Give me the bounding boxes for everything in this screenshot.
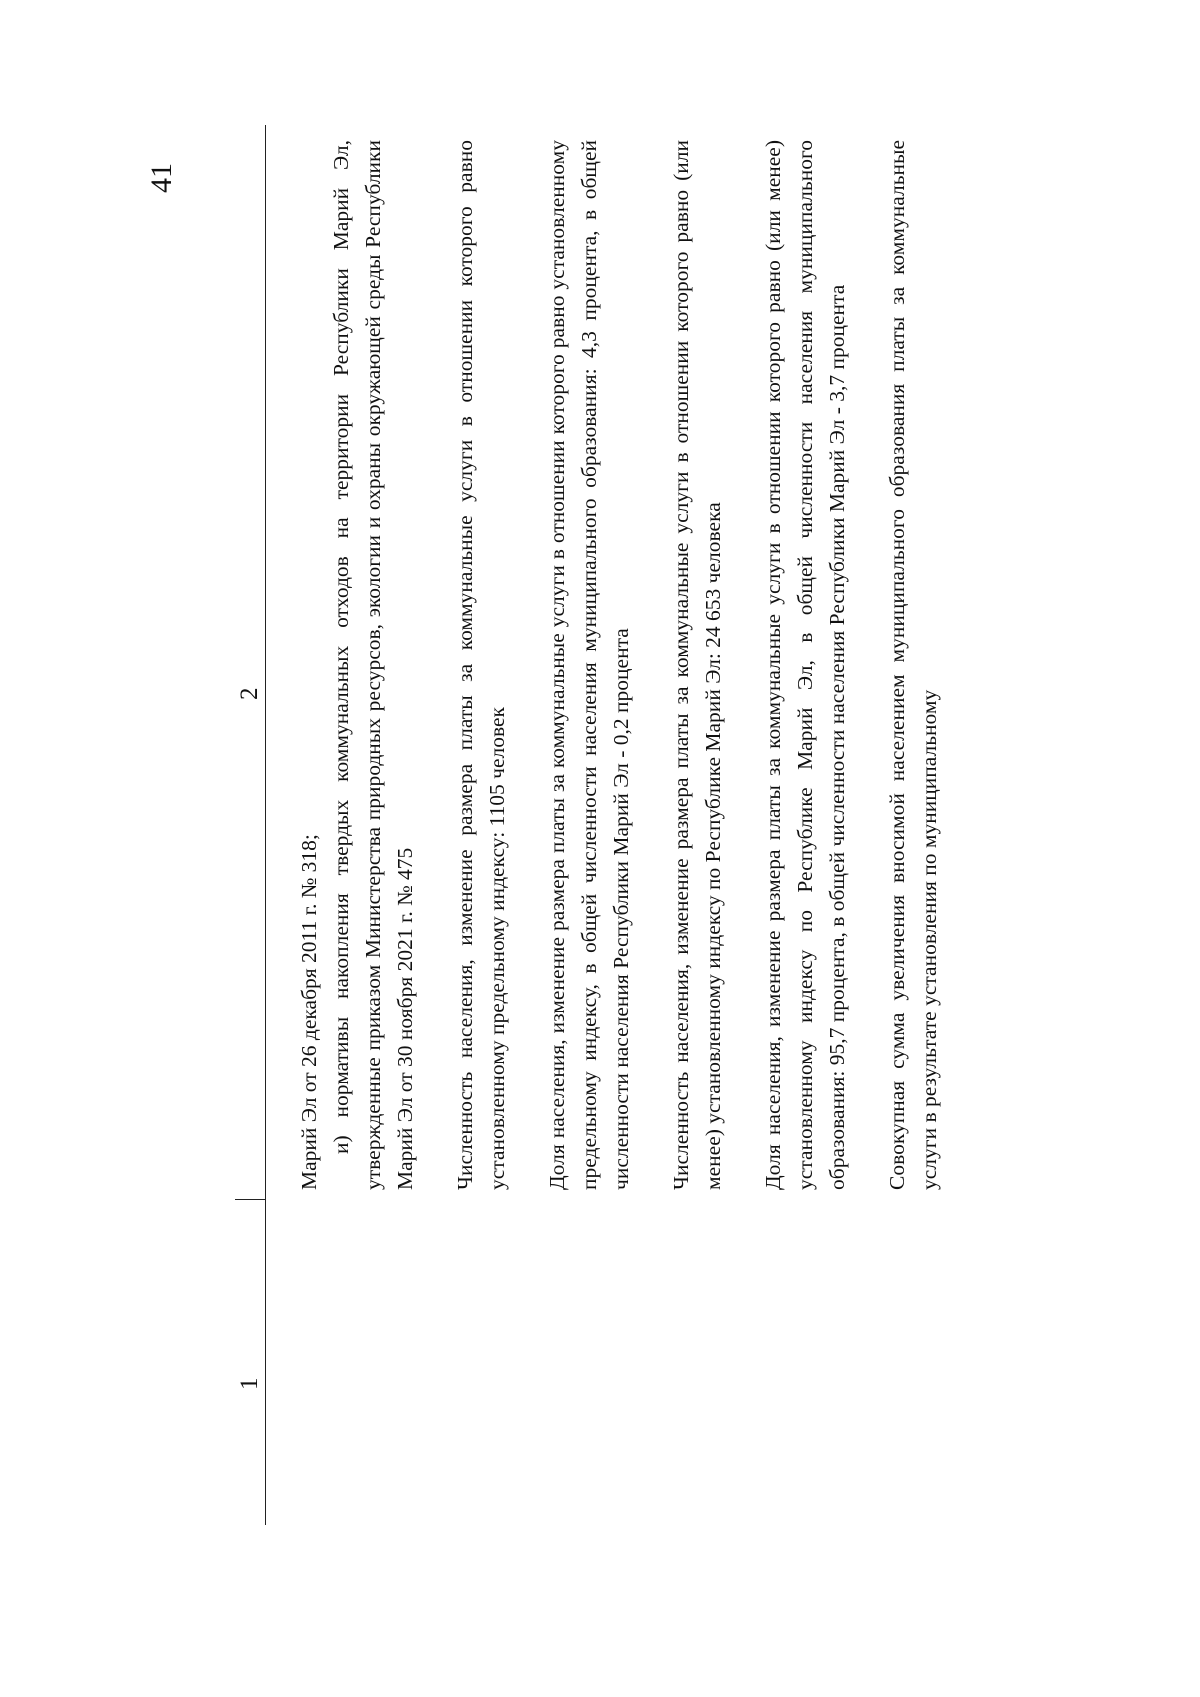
paragraph-waste-norms: и) нормативы накопления твердых коммунальных отходов на территории Республики Марий Эл, утвержденные приказом Министерства природных ресурсов, экологии и охраны окружающей среды Республики Марий Эл от 30 ноября 2021 г. № 475 (329, 140, 417, 1190)
column-header-2: 2 (236, 687, 263, 700)
table-cell-column-2 (293, 140, 945, 1190)
table-header-row (235, 125, 266, 1525)
column-header-1: 1 (236, 1377, 263, 1390)
paragraph-population-at-limit-index: Численность населения, изменение размера платы за коммунальные услуги в отношении которого равно установленному предельному индексу: 1105 человек (453, 140, 509, 1190)
page-number: 41 (145, 163, 178, 193)
paragraph-legal-reference-continuation: Марий Эл от 26 декабря 2011 г. № 318; (297, 834, 321, 1190)
paragraph-share-at-limit-index: Доля населения, изменение размера платы за коммунальные услуги в отношении которого равно установленному предельному индексу, в общей численности населения муниципального образования: 4,3 процента, в общей численности населения Республики Марий Эл - 0,2 процента (545, 140, 633, 1190)
paragraph-population-at-regional-index: Численность населения, изменение размера платы за коммунальные услуги в отношении которого равно (или менее) установленному индексу по Республике Марий Эл: 24 653 человека (669, 140, 725, 1190)
paragraph-total-increase: Совокупная сумма увеличения вносимой населением муниципального образования платы за коммунальные услуги в результате установления по муниципальному (885, 140, 941, 1190)
column-divider (235, 1199, 265, 1200)
rotated-table-page (235, 125, 1015, 1525)
paragraph-share-at-regional-index: Доля населения, изменение размера платы за коммунальные услуги в отношении которого равно (или менее) установленному индексу по Республике Марий Эл, в общей численности населения муниципального образования: 95,7 процента, в общей численности населения Республики Марий Эл - 3,7 процента (761, 140, 849, 1190)
